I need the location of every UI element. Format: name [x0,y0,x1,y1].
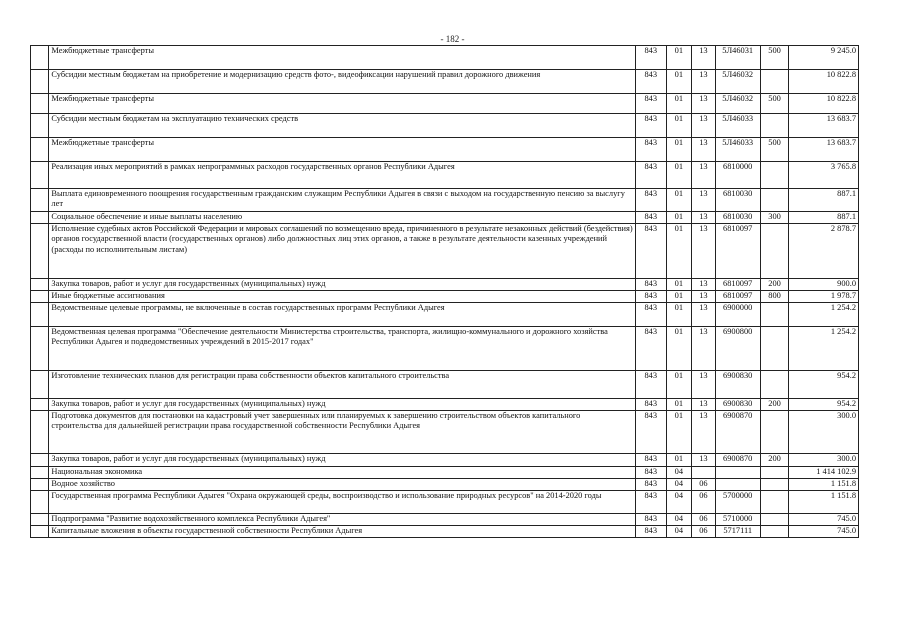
expense-type-code [760,114,789,138]
expense-type-code [760,162,789,189]
subsection-code: 13 [692,162,716,189]
subsection-code: 13 [692,70,716,94]
target-item-code: 5Л46032 [715,70,760,94]
subsection-code: 13 [692,224,716,279]
row-margin-cell [31,291,49,303]
section-code: 04 [666,491,692,514]
row-margin-cell [31,526,49,538]
expense-type-code [760,467,789,479]
section-code: 01 [666,411,692,454]
expense-type-code: 500 [760,46,789,70]
ministry-code: 843 [635,399,666,411]
table-row [31,399,859,411]
expense-name: Изготовление технических планов для регистрации права собственности объектов капитального строительства [49,371,635,399]
page-number: - 182 - [440,34,465,44]
expense-type-code [760,70,789,94]
section-code: 01 [666,291,692,303]
table-row [31,479,859,491]
budget-table [30,45,859,538]
ministry-code: 843 [635,114,666,138]
table-row [31,411,859,454]
table-row [31,138,859,162]
subsection-code: 13 [692,291,716,303]
row-margin-cell [31,491,49,514]
subsection-code: 13 [692,138,716,162]
ministry-code: 843 [635,224,666,279]
amount: 1 254.2 [789,327,859,371]
table-row [31,189,859,212]
table-row [31,279,859,291]
target-item-code: 6810030 [715,212,760,224]
table-row [31,212,859,224]
expense-type-code: 300 [760,212,789,224]
subsection-code: 06 [692,491,716,514]
expense-name: Социальное обеспечение и иные выплаты населению [49,212,635,224]
amount: 745.0 [789,526,859,538]
subsection-code: 13 [692,371,716,399]
section-code: 04 [666,467,692,479]
row-margin-cell [31,94,49,114]
table-row [31,94,859,114]
amount: 13 683.7 [789,114,859,138]
subsection-code: 13 [692,303,716,327]
amount: 3 765.8 [789,162,859,189]
section-code: 01 [666,94,692,114]
target-item-code: 6900000 [715,303,760,327]
row-margin-cell [31,371,49,399]
section-code: 01 [666,303,692,327]
expense-name: Исполнение судебных актов Российской Федерации и мировых соглашений по возмещению вреда, причиненного в результате незаконных действий (бездействия) органов государственной власти (государственных органов) либо должностных лиц этих органов, а также в результате деятельности казенных учреждений (расходы по исполнительным листам) [49,224,635,279]
subsection-code: 06 [692,526,716,538]
expense-type-code [760,189,789,212]
expense-type-code: 200 [760,454,789,467]
section-code: 01 [666,454,692,467]
expense-type-code: 500 [760,94,789,114]
expense-name: Субсидии местным бюджетам на приобретение и модернизацию средств фото-, видеофиксации нарушений правил дорожного движения [49,70,635,94]
row-margin-cell [31,327,49,371]
target-item-code: 6900870 [715,454,760,467]
amount: 954.2 [789,399,859,411]
expense-type-code [760,526,789,538]
table-row [31,291,859,303]
expense-name: Государственная программа Республики Адыгея "Охрана окружающей среды, воспроизводство и использование природных ресурсов" на 2014-2020 годы [49,491,635,514]
expense-name: Закупка товаров, работ и услуг для государственных (муниципальных) нужд [49,454,635,467]
section-code: 04 [666,526,692,538]
ministry-code: 843 [635,303,666,327]
target-item-code: 5Л46033 [715,114,760,138]
target-item-code: 5717111 [715,526,760,538]
amount: 300.0 [789,454,859,467]
amount: 10 822.8 [789,94,859,114]
target-item-code: 6810097 [715,279,760,291]
target-item-code: 6900800 [715,327,760,371]
subsection-code: 13 [692,46,716,70]
amount: 1 151.8 [789,491,859,514]
ministry-code: 843 [635,94,666,114]
expense-name: Водное хозяйство [49,479,635,491]
expense-type-code [760,411,789,454]
row-margin-cell [31,479,49,491]
expense-name: Капитальные вложения в объекты государственной собственности Республики Адыгея [49,526,635,538]
section-code: 01 [666,399,692,411]
expense-type-code [760,303,789,327]
table-row [31,491,859,514]
expense-name: Межбюджетные трансферты [49,94,635,114]
subsection-code: 06 [692,514,716,526]
expense-type-code [760,479,789,491]
ministry-code: 843 [635,371,666,399]
expense-name: Выплата единовременного поощрения государственным гражданским служащим Республики Адыгея в связи с выходом на государственную пенсию за выслугу лет [49,189,635,212]
section-code: 01 [666,327,692,371]
ministry-code: 843 [635,46,666,70]
subsection-code: 13 [692,454,716,467]
table-row [31,70,859,94]
expense-name: Иные бюджетные ассигнования [49,291,635,303]
amount: 2 878.7 [789,224,859,279]
expense-type-code: 200 [760,279,789,291]
amount: 9 245.0 [789,46,859,70]
expense-name: Ведомственная целевая программа "Обеспечение деятельности Министерства строительства, транспорта, жилищно-коммунального и дорожного хозяйства Республики Адыгея и подведомственных учреждений в 2015-2017 годах" [49,327,635,371]
ministry-code: 843 [635,291,666,303]
expense-type-code [760,224,789,279]
subsection-code: 13 [692,94,716,114]
subsection-code: 13 [692,327,716,371]
target-item-code: 5Л46033 [715,138,760,162]
ministry-code: 843 [635,70,666,94]
expense-name: Реализация иных мероприятий в рамках непрограммных расходов государственных органов Республики Адыгея [49,162,635,189]
target-item-code: 6900830 [715,371,760,399]
target-item-code: 6810097 [715,291,760,303]
section-code: 01 [666,212,692,224]
ministry-code: 843 [635,212,666,224]
expense-name: Подпрограмма "Развитие водохозяйственного комплекса Республики Адыгея" [49,514,635,526]
amount: 13 683.7 [789,138,859,162]
ministry-code: 843 [635,514,666,526]
row-margin-cell [31,467,49,479]
ministry-code: 843 [635,327,666,371]
row-margin-cell [31,303,49,327]
ministry-code: 843 [635,138,666,162]
amount: 887.1 [789,212,859,224]
row-margin-cell [31,399,49,411]
expense-name: Межбюджетные трансферты [49,138,635,162]
row-margin-cell [31,46,49,70]
section-code: 01 [666,46,692,70]
row-margin-cell [31,212,49,224]
ministry-code: 843 [635,454,666,467]
section-code: 04 [666,479,692,491]
expense-type-code [760,491,789,514]
row-margin-cell [31,411,49,454]
section-code: 01 [666,70,692,94]
row-margin-cell [31,224,49,279]
ministry-code: 843 [635,491,666,514]
target-item-code: 6810000 [715,162,760,189]
section-code: 01 [666,138,692,162]
table-row [31,327,859,371]
amount: 300.0 [789,411,859,454]
table-row [31,224,859,279]
amount: 954.2 [789,371,859,399]
row-margin-cell [31,114,49,138]
table-row [31,303,859,327]
amount: 900.0 [789,279,859,291]
table-row [31,526,859,538]
expense-name: Национальная экономика [49,467,635,479]
target-item-code: 6810030 [715,189,760,212]
subsection-code: 13 [692,279,716,291]
target-item-code: 5Л46031 [715,46,760,70]
subsection-code: 13 [692,189,716,212]
target-item-code [715,479,760,491]
section-code: 01 [666,189,692,212]
row-margin-cell [31,279,49,291]
expense-name: Закупка товаров, работ и услуг для государственных (муниципальных) нужд [49,399,635,411]
subsection-code: 13 [692,411,716,454]
row-margin-cell [31,454,49,467]
amount: 10 822.8 [789,70,859,94]
amount: 887.1 [789,189,859,212]
expense-name: Межбюджетные трансферты [49,46,635,70]
ministry-code: 843 [635,526,666,538]
amount: 1 151.8 [789,479,859,491]
section-code: 01 [666,114,692,138]
ministry-code: 843 [635,467,666,479]
expense-type-code: 800 [760,291,789,303]
subsection-code: 13 [692,114,716,138]
ministry-code: 843 [635,479,666,491]
row-margin-cell [31,189,49,212]
expense-type-code: 200 [760,399,789,411]
table-row [31,114,859,138]
expense-type-code [760,371,789,399]
subsection-code: 06 [692,479,716,491]
subsection-code: 13 [692,399,716,411]
target-item-code: 6900830 [715,399,760,411]
amount: 745.0 [789,514,859,526]
expense-name: Закупка товаров, работ и услуг для государственных (муниципальных) нужд [49,279,635,291]
target-item-code: 5Л46032 [715,94,760,114]
section-code: 04 [666,514,692,526]
table-row [31,162,859,189]
ministry-code: 843 [635,162,666,189]
expense-type-code [760,514,789,526]
amount: 1 254.2 [789,303,859,327]
target-item-code [715,467,760,479]
section-code: 01 [666,224,692,279]
target-item-code: 5700000 [715,491,760,514]
section-code: 01 [666,279,692,291]
expense-type-code: 500 [760,138,789,162]
section-code: 01 [666,371,692,399]
expense-name: Субсидии местным бюджетам на эксплуатацию технических средств [49,114,635,138]
target-item-code: 6900870 [715,411,760,454]
target-item-code: 5710000 [715,514,760,526]
expense-name: Подготовка документов для постановки на кадастровый учет завершенных или планируемых к завершению строительством объектов капитального строительства для дальнейшей регистрации права государственной собственности Республики Адыгея [49,411,635,454]
table-row [31,467,859,479]
section-code: 01 [666,162,692,189]
expense-name: Ведомственные целевые программы, не включенные в состав государственных программ Республики Адыгея [49,303,635,327]
target-item-code: 6810097 [715,224,760,279]
ministry-code: 843 [635,279,666,291]
row-margin-cell [31,70,49,94]
amount: 1 978.7 [789,291,859,303]
subsection-code: 13 [692,212,716,224]
table-row [31,514,859,526]
row-margin-cell [31,138,49,162]
amount: 1 414 102.9 [789,467,859,479]
expense-type-code [760,327,789,371]
ministry-code: 843 [635,411,666,454]
row-margin-cell [31,514,49,526]
table-row [31,454,859,467]
table-row [31,371,859,399]
subsection-code [692,467,716,479]
table-row [31,46,859,70]
ministry-code: 843 [635,189,666,212]
budget-table-body [31,46,859,538]
row-margin-cell [31,162,49,189]
